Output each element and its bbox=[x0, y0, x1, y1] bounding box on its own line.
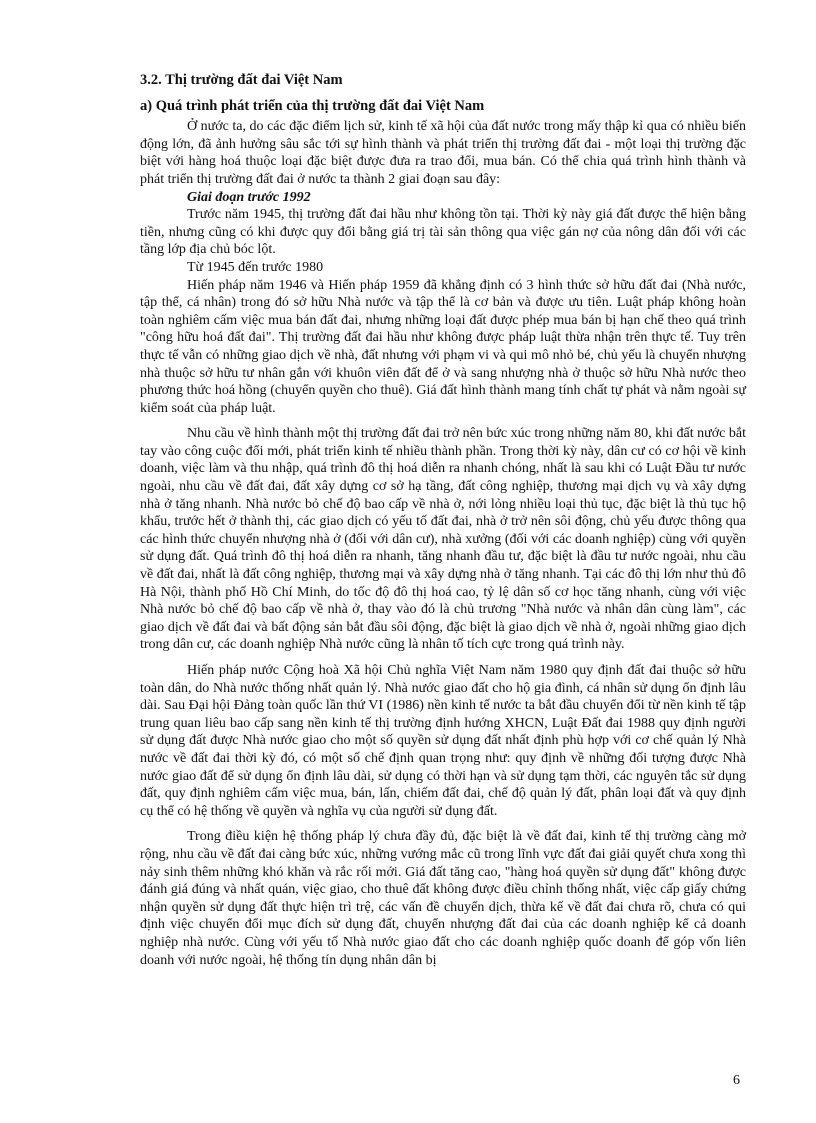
section-title: 3.2. Thị trường đất đai Việt Nam bbox=[140, 72, 343, 88]
before-1945-paragraph: Trước năm 1945, thị trường đất đai hầu như không tồn tại. Thời kỳ này giá đất được thể hiện bằng tiền, nhưng cũng có khi được quy đổi bằng giá trị tài sản thông qua việc gán nợ của nông dân đối với các tầng lớp địa chủ bóc lột. bbox=[140, 207, 746, 258]
document-page bbox=[140, 72, 746, 969]
intro-paragraph: Ở nước ta, do các đặc điểm lịch sử, kinh tế xã hội của đất nước trong mấy thập kỉ qua có nhiều biến động lớn, đã ảnh hưởng sâu sắc tới sự hình thành và phát triển thị trường đất đai - một loại thị trường đặc biệt với hàng hoá thuộc loại đặc biệt được đưa ra trao đổi, mua bán. Có thể chia quá trình hình thành và phát triển thị trường đất đai ở nước ta thành 2 giai đoạn sau đây: bbox=[140, 119, 746, 187]
constitution-1980-paragraph: Hiến pháp nước Cộng hoà Xã hội Chủ nghĩa Việt Nam năm 1980 quy định đất đai thuộc sở hữu toàn dân, do Nhà nước thống nhất quản lý. Nhà nước giao đất cho hộ gia đình, cá nhân sử dụng ổn định lâu dài. Sau Đại hội Đảng toàn quốc lần thứ VI (1986) nền kinh tế nước ta bắt đầu chuyển đổi từ nền kinh tế tập trung quan liêu bao cấp sang nền kinh tế thị trường định hướng XHCN, Luật Đất đai 1988 quy định người sử dụng đất được Nhà nước giao cho một số quyền sử dụng đất nhất định phù hợp với cơ chế quản lý Nhà nước về đất đai thời kỳ đó, có một số chế định quan trọng như: quy định về những đối tượng được Nhà nước giao đất để sử dụng ổn định lâu dài, sử dụng có thời hạn và sử dụng tạm thời, các nguyên tắc sử dụng đất, quy định nghiêm cấm việc mua, bán, lấn, chiếm đất đai, chế độ quản lý đất, phân loại đất và quy định cụ thể có hệ thống về quyền và nghĩa vụ của người sử dụng đất. bbox=[140, 663, 746, 819]
period-heading: Giai đoạn trước 1992 bbox=[187, 189, 311, 205]
demand-1980s-paragraph: Nhu cầu về hình thành một thị trường đất đai trở nên bức xúc trong những năm 80, khi đất nước bắt tay vào công cuộc đổi mới, phát triển kinh tế nhiều thành phần. Trong thời kỳ này, dân cư có cơ hội về kinh doanh, việc làm và thu nhập, quá trình đô thị hoá diễn ra nhanh chóng, nhất là sau khi có Luật Đầu tư nước ngoài, nhu cầu về đất đai, đất xây dựng cơ sở hạ tầng, đất công nghiệp, thương mại dịch vụ và xây dựng nhà ở tăng nhanh. Nhà nước bỏ chế độ bao cấp về nhà ở, nới lỏng nhiều loại thủ tục, đặc biệt là thủ tục hộ khẩu, trước hết ở thành thị, các giao dịch có yếu tố đất đai, nhà ở trở nên sôi động, chủ yếu được thông qua các hình thức chuyển nhượng nhà ở (đối với dân cư), nhà xưởng (đối với các doanh nghiệp) cùng với quyền sử dụng đất. Quá trình đô thị hoá diễn ra nhanh, tăng nhanh đầu tư, đặc biệt là đầu tư nước ngoài, nhu cầu về đất đai, nhất là đất công nghiệp, thương mại và xây dựng nhà ở tăng nhanh. Tại các đô thị lớn như thủ đô Hà Nội, thành phố Hồ Chí Minh, do tốc độ đô thị hoá cao, tỷ lệ dân số cơ học tăng nhanh, cùng với việc Nhà nước bỏ chế độ bao cấp về nhà ở, thay vào đó là chủ trương "Nhà nước và nhân dân cùng làm", các giao dịch về đất đai và bất động sản bắt đầu sôi động, đặc biệt là giao dịch về nhà ở, ngoài những giao dịch trong dân cư, các doanh nghiệp Nhà nước cũng là nhân tố tích cực trong quá trình này. bbox=[140, 426, 746, 653]
subsection-title: a) Quá trình phát triển của thị trường đất đai Việt Nam bbox=[140, 97, 485, 114]
constitution-1946-paragraph: Hiến pháp năm 1946 và Hiến pháp 1959 đã khẳng định có 3 hình thức sở hữu đất đai (Nhà nước, tập thể, cá nhân) trong đó sở hữu Nhà nước và tập thể là cơ bản và được ưu tiên. Luật pháp không hoàn toàn nghiêm cấm việc mua bán đất đai, nhưng những loại đất được phép mua bán bị hạn chế theo quá trình "công hữu hoá đất đai". Thị trường đất đai hầu như không được pháp luật thừa nhận trên thực tế. Tuy trên thực tế vẫn có những giao dịch về nhà, đất nhưng với phạm vi và qui mô nhỏ bé, chủ yếu là chuyển nhượng nhà thuộc sở hữu tư nhân gắn với khuôn viên đất để ở và sang nhượng nhà ở thuộc sở hữu Nhà nước theo phương thức hoá hồng (chuyển quyền cho thuê). Giá đất hình thành mang tính chất tự phát và nằm ngoài sự kiểm soát của pháp luật. bbox=[140, 277, 746, 416]
from-1945-heading: Từ 1945 đến trước 1980 bbox=[187, 259, 324, 275]
page-number: 6 bbox=[733, 1073, 740, 1088]
legal-conditions-paragraph: Trong điều kiện hệ thống pháp lý chưa đầy đủ, đặc biệt là về đất đai, kinh tế thị trường càng mở rộng, nhu cầu về đất đai càng bức xúc, những vướng mắc cũ trong lĩnh vực đất đai giải quyết chưa xong thì nảy sinh thêm những khó khăn và rắc rối mới. Giá đất tăng cao, "hàng hoá quyền sử dụng đất" không được đánh giá đúng và nhất quán, việc giao, cho thuê đất không được điều chỉnh thống nhất, việc cấp giấy chứng nhận quyền sử dụng đất thực hiện trì trệ, các vấn đề chuyển dịch, thừa kế về đất đai chưa rõ, chưa có qui định việc chuyển đổi mục đích sử dụng đất, chuyển nhượng đất đai của các doanh nghiệp kể cả doanh nghiệp nhà nước. Cùng với yếu tố Nhà nước giao đất cho các doanh nghiệp quốc doanh để góp vốn liên doanh với nước ngoài, hệ thống tín dụng nhân dân bị bbox=[140, 829, 746, 968]
